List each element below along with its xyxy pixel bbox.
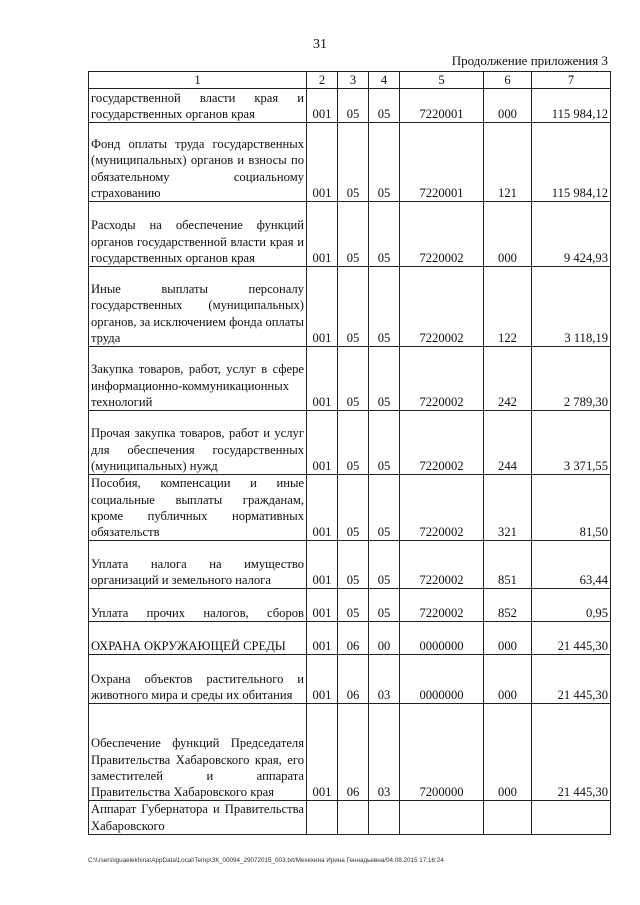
amount-cell [532,801,611,835]
table-row [89,589,611,622]
amount-cell: 81,50 [532,475,611,541]
code-cell: 05 [338,89,369,123]
amount-cell: 115 984,12 [532,89,611,123]
code-cell: 001 [307,202,338,267]
code-cell: 05 [369,267,400,347]
col-header: 6 [484,72,532,89]
row-name-cell: Обеспечение функций Председателя Правительства Хабаровского края, его заместителей и аппарата Правительства Хабаровского края [89,704,307,801]
col-header: 7 [532,72,611,89]
code-cell: 7220002 [400,347,484,411]
amount-cell: 2 789,30 [532,347,611,411]
row-name-cell: Фонд оплаты труда государственных (муниципальных) органов и взносы по обязательному социальному страхованию [89,123,307,202]
code-cell: 7220001 [400,123,484,202]
code-cell: 05 [369,123,400,202]
amount-cell: 0,95 [532,589,611,622]
code-cell: 05 [369,89,400,123]
page-number: 31 [313,37,327,52]
table-row [89,89,611,123]
code-cell: 001 [307,704,338,801]
code-cell: 852 [484,589,532,622]
code-cell: 001 [307,589,338,622]
code-cell: 321 [484,475,532,541]
code-cell: 121 [484,123,532,202]
row-name-cell: ОХРАНА ОКРУЖАЮЩЕЙ СРЕДЫ [89,622,307,655]
code-cell: 000 [484,89,532,123]
amount-cell: 9 424,93 [532,202,611,267]
row-name-cell: Уплата прочих налогов, сборов [89,589,307,622]
table-row [89,202,611,267]
amount-cell: 63,44 [532,541,611,589]
header-row [89,72,611,89]
code-cell: 001 [307,655,338,704]
code-cell: 001 [307,123,338,202]
amount-cell: 21 445,30 [532,622,611,655]
row-name-cell: Расходы на обеспечение функций органов государственной власти края и государственных органов края [89,202,307,267]
code-cell: 05 [338,202,369,267]
code-cell: 122 [484,267,532,347]
code-cell: 000 [484,202,532,267]
code-cell: 05 [369,589,400,622]
code-cell: 05 [369,475,400,541]
table-row [89,267,611,347]
table-row [89,123,611,202]
code-cell: 05 [338,541,369,589]
code-cell: 03 [369,704,400,801]
row-name-cell: Иные выплаты персоналу государственных (муниципальных) органов, за исключением фонда оплаты труда [89,267,307,347]
code-cell: 06 [338,704,369,801]
amount-cell: 115 984,12 [532,123,611,202]
code-cell: 05 [338,411,369,475]
row-name-cell: Пособия, компенсации и иные социальные выплаты гражданам, кроме публичных нормативных обязательств [89,475,307,541]
code-cell: 05 [369,411,400,475]
col-header: 3 [338,72,369,89]
continuation-caption: Продолжение приложения 3 [451,53,608,68]
row-name-cell: Закупка товаров, работ, услуг в сфере информационно-коммуникационных технологий [89,347,307,411]
table-row [89,622,611,655]
code-cell: 242 [484,347,532,411]
amount-cell: 3 371,55 [532,411,611,475]
code-cell: 000 [484,622,532,655]
code-cell: 03 [369,655,400,704]
code-cell [484,801,532,835]
row-name-cell: Аппарат Губернатора и Правительства Хабаровского [89,801,307,835]
code-cell: 06 [338,655,369,704]
col-header: 1 [89,72,307,89]
code-cell: 000 [484,704,532,801]
code-cell: 0000000 [400,655,484,704]
col-header: 2 [307,72,338,89]
code-cell [307,801,338,835]
code-cell: 7200000 [400,704,484,801]
code-cell: 05 [338,267,369,347]
code-cell [338,801,369,835]
code-cell: 001 [307,541,338,589]
code-cell: 000 [484,655,532,704]
code-cell: 7220002 [400,541,484,589]
col-header: 5 [400,72,484,89]
table-row [89,704,611,801]
table-row [89,475,611,541]
code-cell: 7220002 [400,267,484,347]
code-cell: 001 [307,89,338,123]
code-cell: 05 [338,123,369,202]
code-cell: 001 [307,622,338,655]
code-cell: 05 [338,475,369,541]
table-row [89,541,611,589]
code-cell: 00 [369,622,400,655]
code-cell: 05 [338,589,369,622]
col-header: 4 [369,72,400,89]
code-cell: 05 [369,347,400,411]
row-name-cell: Прочая закупка товаров, работ и услуг для обеспечения государственных (муниципальных) нужд [89,411,307,475]
code-cell: 7220002 [400,202,484,267]
amount-cell: 21 445,30 [532,704,611,801]
code-cell: 05 [369,541,400,589]
code-cell: 06 [338,622,369,655]
row-name-cell: государственной власти края и государственных органов края [89,89,307,123]
code-cell: 851 [484,541,532,589]
table-row [89,801,611,835]
amount-cell: 3 118,19 [532,267,611,347]
amount-cell: 21 445,30 [532,655,611,704]
table-row [89,347,611,411]
table-row [89,411,611,475]
file-path-footer: C:\Users\iguaelekhina\AppData\Local\Temp\ЗК_00094_29072015_003.txt/Мехехина Ирина Геннадьевна/04.08.2015 17:16:24 [88,857,444,864]
row-name-cell: Уплата налога на имущество организаций и земельного налога [89,541,307,589]
code-cell: 7220002 [400,411,484,475]
code-cell: 7220001 [400,89,484,123]
code-cell: 244 [484,411,532,475]
code-cell: 001 [307,411,338,475]
code-cell: 001 [307,267,338,347]
code-cell: 001 [307,475,338,541]
code-cell: 05 [338,347,369,411]
code-cell [369,801,400,835]
code-cell [400,801,484,835]
code-cell: 05 [369,202,400,267]
code-cell: 7220002 [400,475,484,541]
table-row [89,655,611,704]
code-cell: 001 [307,347,338,411]
budget-table [88,71,611,835]
code-cell: 0000000 [400,622,484,655]
row-name-cell: Охрана объектов растительного и животного мира и среды их обитания [89,655,307,704]
code-cell: 7220002 [400,589,484,622]
